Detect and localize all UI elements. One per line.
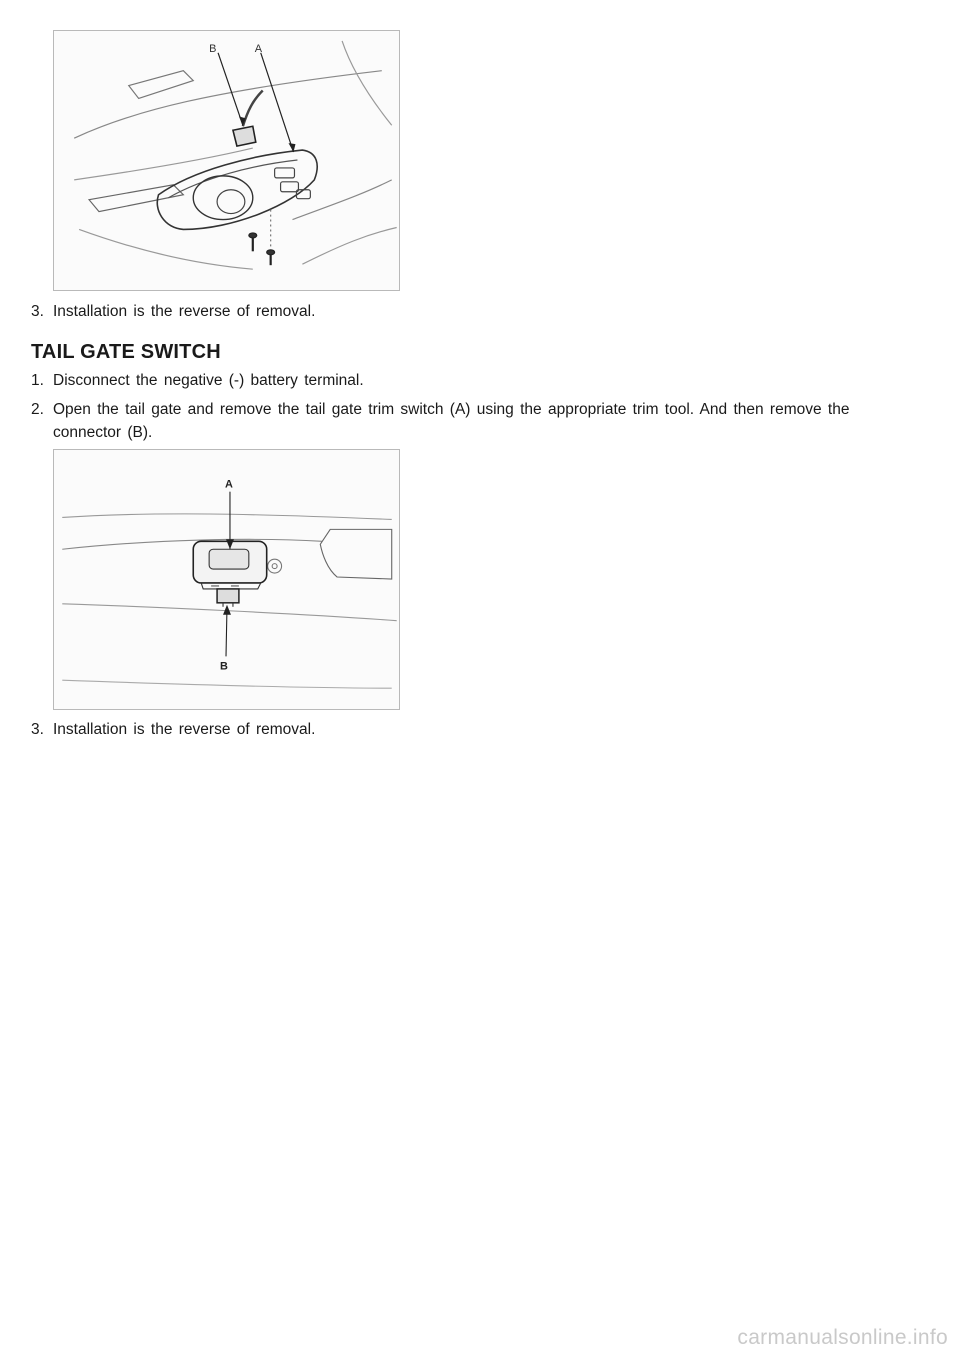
step-text: Installation is the reverse of removal. (53, 303, 316, 320)
watermark: carmanualsonline.info (737, 1326, 948, 1349)
overhead-console-illustration (53, 30, 400, 291)
step-number: 2. (31, 401, 44, 418)
step-1 (31, 369, 911, 392)
step-text: Installation is the reverse of removal. (53, 721, 316, 738)
figure1-label-a: A (254, 42, 263, 55)
step-2 (31, 398, 911, 444)
step-installation-1 (31, 300, 911, 323)
step-number: 3. (31, 721, 44, 738)
figure2-label-b: B (220, 660, 228, 673)
tail-gate-switch-illustration (53, 449, 400, 710)
step-number: 1. (31, 372, 44, 389)
figure2-label-a: A (225, 478, 233, 491)
step-text: Open the tail gate and remove the tail gate trim switch (A) using the appropriate trim tool. And then remove the (53, 401, 850, 418)
step-text-continued: connector (B). (53, 424, 153, 441)
step-number: 3. (31, 303, 44, 320)
section-title: TAIL GATE SWITCH (31, 341, 221, 363)
figure1-label-b: B (209, 42, 217, 55)
step-text: Disconnect the negative (-) battery terminal. (53, 372, 364, 389)
step-installation-2 (31, 718, 911, 741)
